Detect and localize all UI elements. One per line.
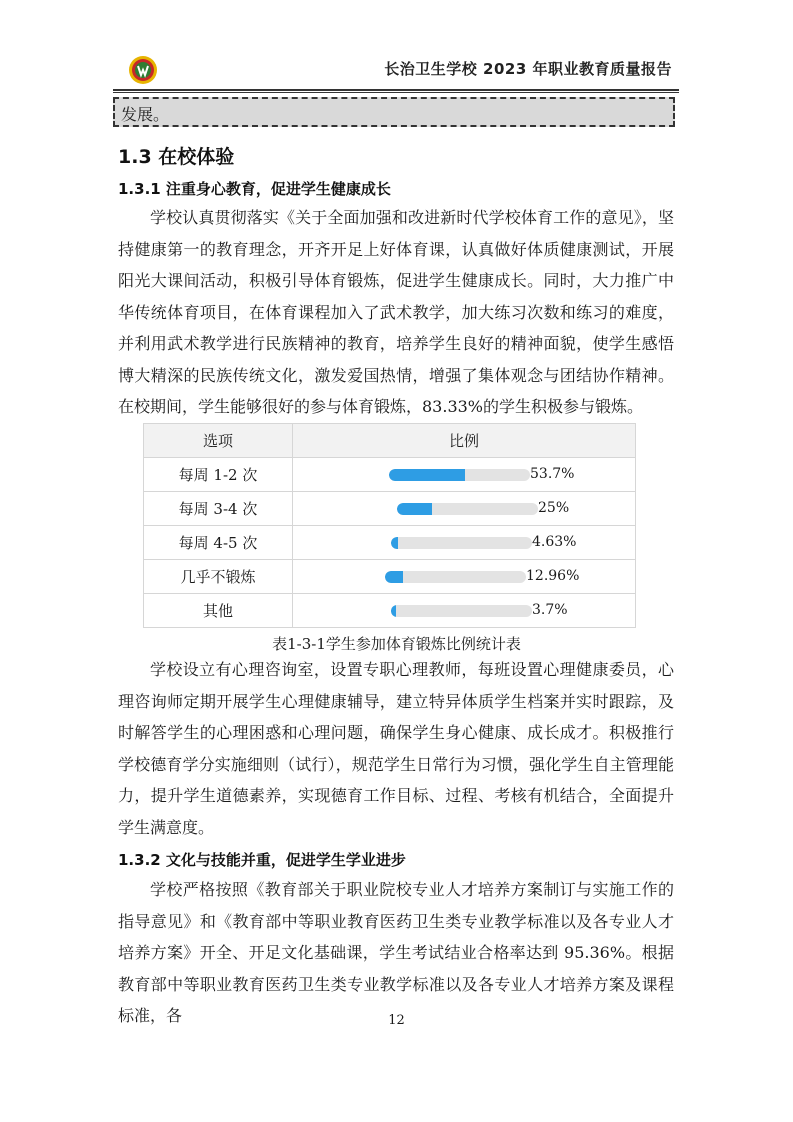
column-header-ratio: 比例	[293, 424, 636, 458]
ratio-bar-track	[391, 537, 532, 549]
table-row	[144, 594, 636, 628]
ratio-label: 3.7%	[532, 602, 568, 618]
ratio-label: 4.63%	[532, 534, 577, 550]
paragraph-culture-skills: 学校严格按照《教育部关于职业院校专业人才培养方案制订与实施工作的指导意见》和《教育部中等职业教育医药卫生类专业教学标准以及各专业人才培养方案》开全、开足文化基础课，学生考试结业合格率达到 95.36%。根据教育部中等职业教育医药卫生类专业教学标准以及各专业人才培养方案及课程标准，各	[118, 880, 674, 1025]
paragraph-physical-education: 学校认真贯彻落实《关于全面加强和改进新时代学校体育工作的意见》，坚持健康第一的教育理念，开齐开足上好体育课，认真做好体质健康测试，开展阳光大课间活动，积极引导体育锻炼，促进学生健康成长。同时，大力推广中华传统体育项目，在体育课程加入了武术教学，加大练习次数和练习的难度，并利用武术教学进行民族精神的教育，培养学生良好的精神面貌，使学生感悟博大精深的民族传统文化，激发爱国热情，增强了集体观念与团结协作精神。在校期间，学生能够很好的参与体育锻炼，83.33%的学生积极参与锻炼。	[118, 208, 674, 416]
subsection-heading-1: 1.3.1 注重身心教育，促进学生健康成长	[118, 180, 391, 198]
table-row	[144, 526, 636, 560]
ratio-bar	[389, 469, 465, 481]
option-cell: 其他	[144, 594, 293, 628]
ratio-bar	[391, 605, 396, 617]
ratio-bar-track	[391, 605, 532, 617]
ratio-bar	[385, 571, 403, 583]
page-number: 12	[388, 1013, 405, 1028]
table-row	[144, 458, 636, 492]
section-heading: 1.3 在校体验	[118, 146, 235, 168]
ratio-bar-track	[385, 571, 526, 583]
ratio-label: 25%	[538, 500, 570, 516]
option-cell: 每周 4-5 次	[144, 526, 293, 560]
table-row	[144, 492, 636, 526]
header-divider-thin	[113, 92, 679, 93]
ratio-label: 12.96%	[526, 568, 580, 584]
ratio-bar-track	[397, 503, 538, 515]
header-divider	[113, 89, 679, 91]
page-header	[118, 52, 676, 88]
subsection-heading-2: 1.3.2 文化与技能并重，促进学生学业进步	[118, 851, 406, 869]
option-cell: 每周 3-4 次	[144, 492, 293, 526]
ratio-cell	[293, 526, 636, 560]
ratio-cell	[293, 560, 636, 594]
column-header-option: 选项	[144, 424, 293, 458]
ratio-cell	[293, 594, 636, 628]
exercise-ratio-table	[143, 423, 636, 628]
ratio-cell	[293, 492, 636, 526]
table-row	[144, 560, 636, 594]
option-cell: 每周 1-2 次	[144, 458, 293, 492]
note-text: 发展。	[121, 105, 170, 124]
ratio-bar-track	[389, 469, 530, 481]
header-title: 长治卫生学校 2023 年职业教育质量报告	[384, 60, 672, 78]
paragraph-mental-health: 学校设立有心理咨询室，设置专职心理教师，每班设置心理健康委员，心理咨询师定期开展学生心理健康辅导，建立特异体质学生档案并实时跟踪，及时解答学生的心理困惑和心理问题，确保学生身心健康、成长成才。积极推行学校德育学分实施细则（试行），规范学生日常行为习惯，强化学生自主管理能力，提升学生道德素养，实现德育工作目标、过程、考核有机结合，全面提升学生满意度。	[118, 660, 674, 837]
ratio-cell	[293, 458, 636, 492]
table-header-row	[144, 424, 636, 458]
table-caption: 表1-3-1学生参加体育锻炼比例统计表	[272, 635, 521, 653]
continued-note-box	[113, 97, 675, 127]
ratio-bar	[397, 503, 432, 515]
ratio-label: 53.7%	[530, 466, 575, 482]
ratio-bar	[391, 537, 398, 549]
option-cell: 几乎不锻炼	[144, 560, 293, 594]
school-emblem-icon	[128, 55, 158, 85]
